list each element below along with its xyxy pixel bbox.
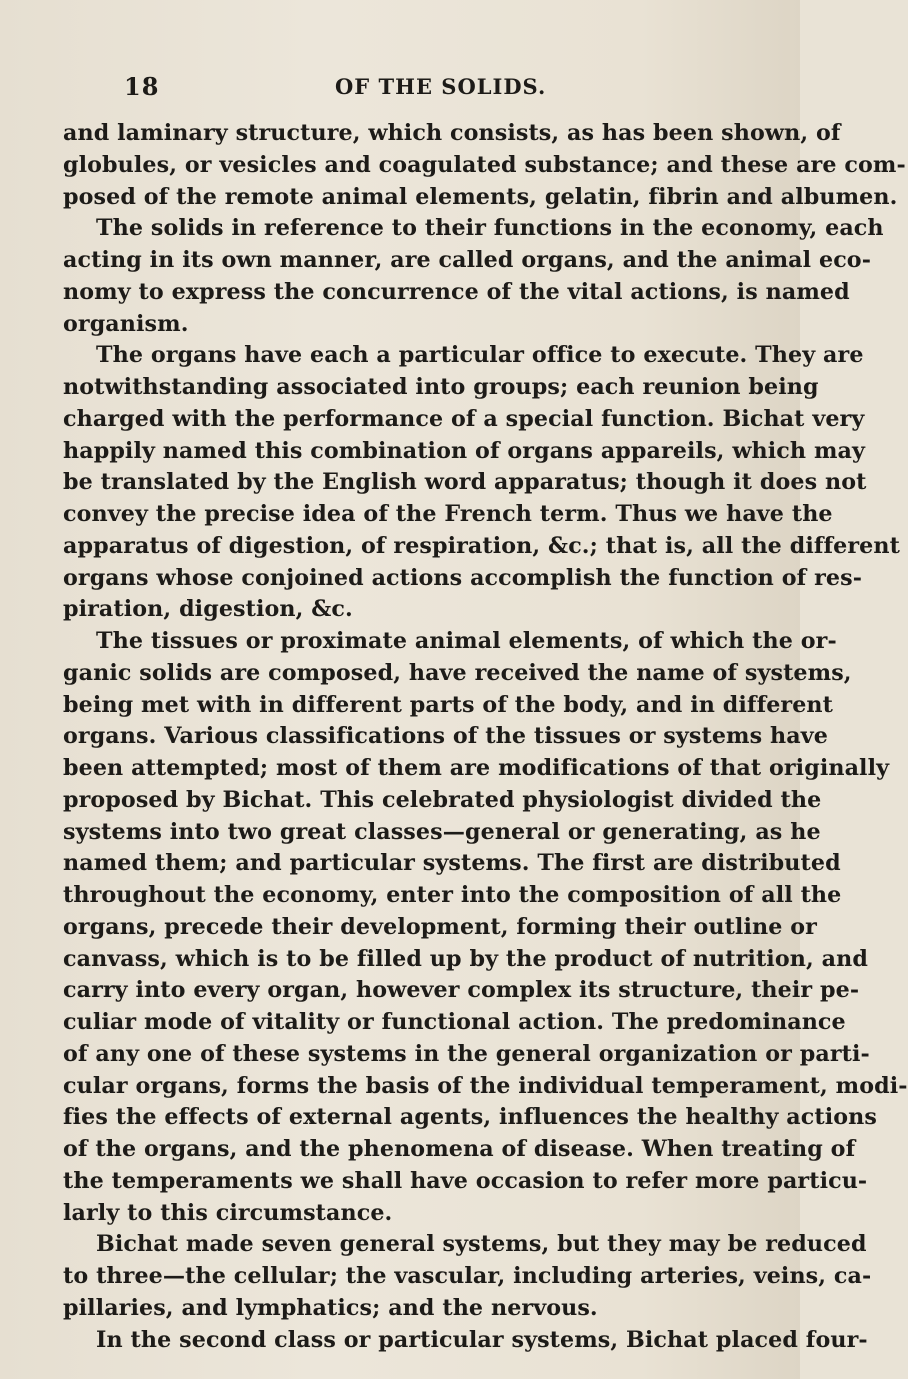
text-line: named them; and particular systems. The first are distributed — [63, 850, 841, 877]
text-line: to three—the cellular; the vascular, including arteries, veins, ca- — [63, 1263, 872, 1289]
text-line: The tissues or proximate animal elements, of which the or- — [96, 628, 837, 654]
text-line: organs. Various classifications of the tissues or systems have — [63, 723, 828, 750]
text-line: notwithstanding associated into groups; each reunion being — [63, 374, 819, 400]
text-line: posed of the remote animal elements, gelatin, fibrin and albumen. — [63, 183, 898, 210]
text-line: pillaries, and lymphatics; and the nervous. — [63, 1294, 598, 1321]
running-head — [0, 72, 800, 112]
text-line: charged with the performance of a special function. Bichat very — [63, 405, 865, 432]
text-line: ganic solids are composed, have received the name of systems, — [63, 659, 852, 686]
text-line: happily named this combination of organs appareils, which may — [63, 437, 865, 464]
text-line: canvass, which is to be filled up by the product of nutrition, and — [63, 945, 868, 972]
page-number: 18 — [124, 72, 160, 101]
text-line: systems into two great classes—general or generating, as he — [63, 818, 821, 845]
body-text — [63, 118, 908, 1356]
text-line: the temperaments we shall have occasion to refer more particu- — [63, 1167, 868, 1194]
page-title: OF THE SOLIDS. — [335, 74, 547, 99]
text-line: been attempted; most of them are modifications of that originally — [63, 755, 890, 781]
text-line: organs whose conjoined actions accomplish the function of res- — [63, 564, 863, 591]
text-line: and laminary structure, which consists, as has been shown, of — [63, 120, 841, 146]
text-line: culiar mode of vitality or functional action. The predominance — [63, 1009, 846, 1035]
text-line: carry into every organ, however complex its structure, their pe- — [63, 977, 860, 1004]
text-line: proposed by Bichat. This celebrated physiologist divided the — [63, 786, 822, 813]
text-line: acting in its own manner, are called organs, and the animal eco- — [63, 247, 872, 273]
text-line: convey the precise idea of the French term. Thus we have the — [63, 501, 833, 527]
text-line: nomy to express the concurrence of the vital actions, is named — [63, 278, 850, 305]
text-line: throughout the economy, enter into the composition of all the — [63, 882, 842, 908]
text-line: organs, precede their development, forming their outline or — [63, 913, 817, 940]
text-line: The organs have each a particular office to execute. They are — [96, 342, 864, 369]
text-line: larly to this circumstance. — [63, 1199, 393, 1226]
text-line: globules, or vesicles and coagulated substance; and these are com- — [63, 151, 906, 178]
text-line: being met with in different parts of the body, and in different — [63, 691, 834, 718]
text-line: apparatus of digestion, of respiration, &c.; that is, all the different — [63, 532, 900, 559]
text-line: be translated by the English word apparatus; though it does not — [63, 469, 867, 496]
text-line: fies the effects of external agents, influences the healthy actions — [63, 1104, 877, 1131]
text-line: of any one of these systems in the general organization or parti- — [63, 1040, 870, 1067]
text-line: of the organs, and the phenomena of disease. When treating of — [63, 1136, 856, 1162]
text-line: In the second class or particular systems, Bichat placed four- — [96, 1326, 868, 1353]
text-line: organism. — [63, 310, 189, 337]
text-line: cular organs, forms the basis of the individual temperament, modi- — [63, 1072, 908, 1099]
text-line: Bichat made seven general systems, but they may be reduced — [96, 1231, 867, 1258]
text-line: The solids in reference to their functions in the economy, each — [96, 215, 884, 242]
text-line: piration, digestion, &c. — [63, 596, 353, 623]
